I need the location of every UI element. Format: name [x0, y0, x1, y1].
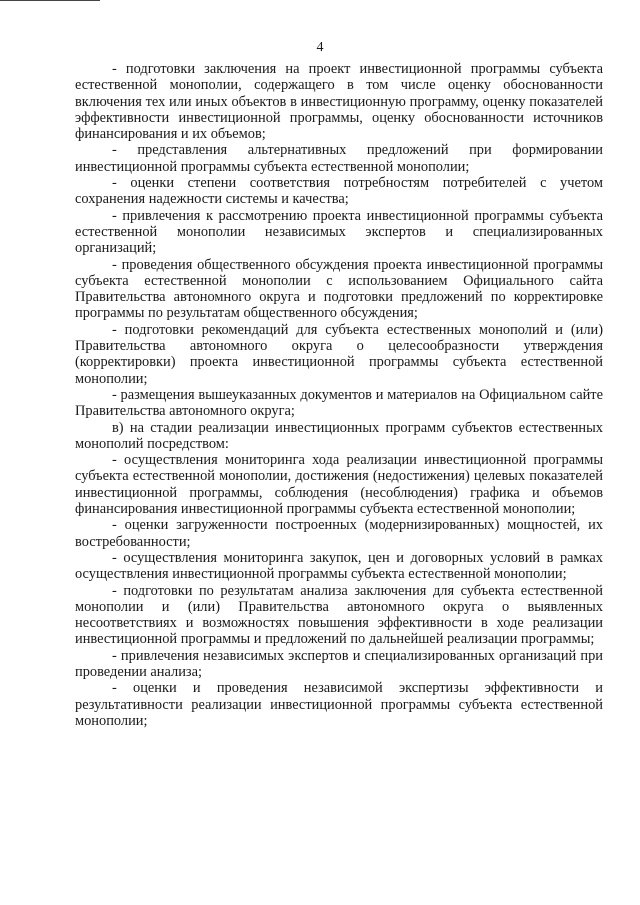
paragraph: - подготовки по результатам анализа заключения для субъекта естественной монополии и (или) Правительства автономного округа о выявленных несоответствиях и возможностях повышения эффективности в ходе реализации инвестиционной программы и предложений по дальнейшей реализации программы;: [75, 582, 603, 648]
paragraph: - осуществления мониторинга закупок, цен и договорных условий в рамках осуществления инвестиционной программы субъекта естественной монополии;: [75, 549, 603, 583]
paragraph: - оценки и проведения независимой экспертизы эффективности и результативности реализации инвестиционной программы субъекта естественной монополии;: [75, 680, 603, 729]
document-body: [75, 61, 603, 729]
paragraph: - оценки степени соответствия потребностям потребителей с учетом сохранения надежности системы и качества;: [75, 175, 603, 208]
paragraph: - привлечения к рассмотрению проекта инвестиционной программы субъекта естественной монополии независимых экспертов и специализированных организаций;: [75, 207, 603, 257]
paragraph: - привлечения независимых экспертов и специализированных организаций при проведении анализа;: [75, 647, 603, 680]
paragraph: - размещения вышеуказанных документов и материалов на Официальном сайте Правительства автономного округа;: [75, 386, 603, 420]
paragraph: - оценки загруженности построенных (модернизированных) мощностей, их востребованности;: [75, 517, 603, 550]
paragraph: - проведения общественного обсуждения проекта инвестиционной программы субъекта естественной монополии с использованием Официального сайта Правительства автономного округа и подготовки предложений по корректировке программы по результатам общественного обсуждения;: [75, 256, 603, 322]
paragraph: - подготовки рекомендаций для субъекта естественных монополий и (или) Правительства автономного округа о целесообразности утверждения (корректировки) проекта инвестиционной программы субъекта естественной монополии;: [75, 321, 603, 387]
paragraph: - подготовки заключения на проект инвестиционной программы субъекта естественной монополии, содержащего в том числе оценку обоснованности включения тех или иных объектов в инвестиционную программу, оценку показателей эффективности инвестиционной программы, оценку обоснованности источников финансирования и их объемов;: [75, 61, 603, 143]
top-edge-line: [0, 0, 100, 1]
paragraph: - осуществления мониторинга хода реализации инвестиционной программы субъекта естественной монополии, достижения (недостижения) целевых показателей инвестиционной программы, соблюдения (несоблюдения) графика и объемов финансирования инвестиционной программы субъекта естественной монополии;: [75, 452, 603, 518]
subsection-paragraph: в) на стадии реализации инвестиционных программ субъектов естественных монополий посредством:: [75, 419, 603, 452]
paragraph: - представления альтернативных предложений при формировании инвестиционной программы субъекта естественной монополии;: [75, 142, 603, 175]
page-number: 4: [316, 40, 324, 55]
